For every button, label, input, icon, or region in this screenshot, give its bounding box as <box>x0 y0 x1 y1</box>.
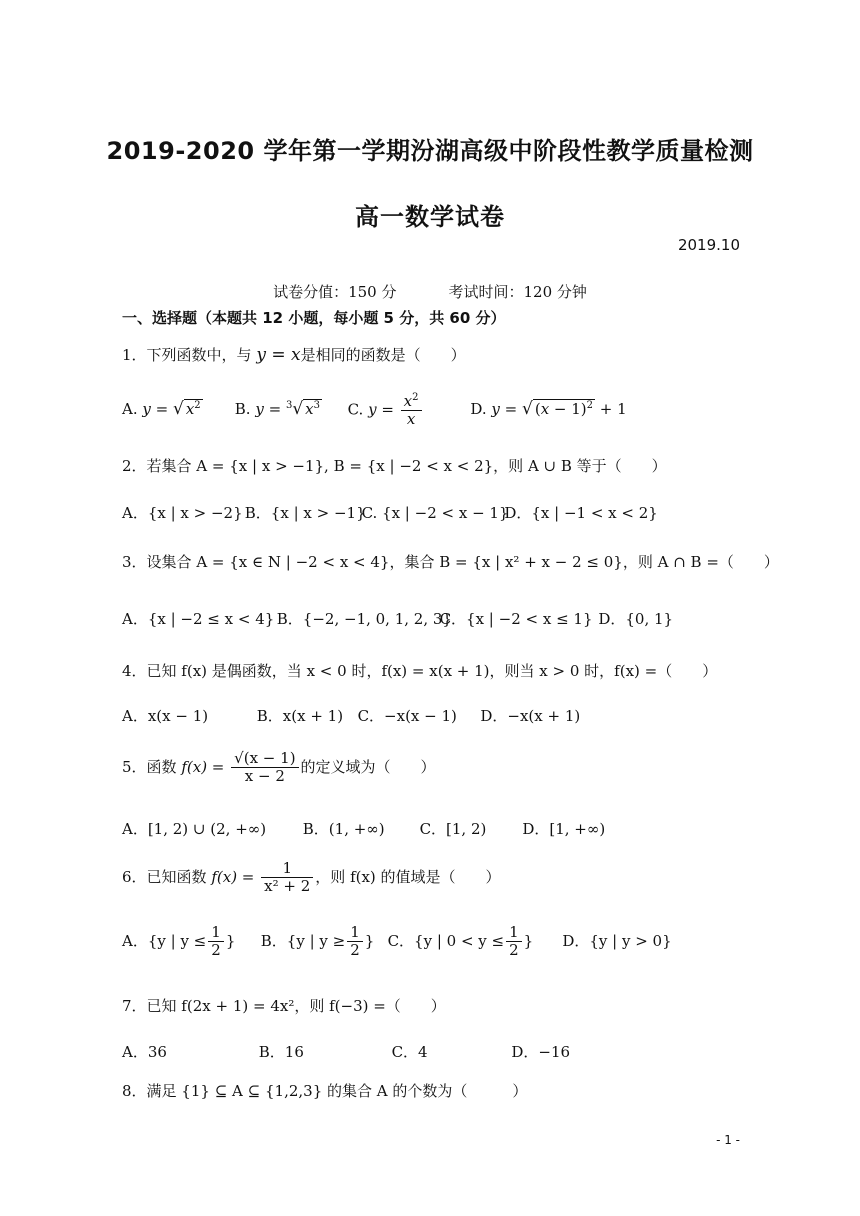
option-c: C．4 <box>391 1043 428 1061</box>
question-4: 4．已知 f(x) 是偶函数，当 x < 0 时，f(x) = x(x + 1)，则当 x > 0 时，f(x) =（ ） <box>122 662 718 680</box>
score-info: 试卷分值：150 分 <box>273 283 397 301</box>
question-3-options <box>122 608 673 629</box>
option-a: A．{x | x > −2} <box>122 504 243 522</box>
question-6-options <box>122 924 672 960</box>
option-c: C．{x | −2 < x ≤ 1} <box>439 610 593 628</box>
option-b: B．x(x + 1) <box>256 707 344 725</box>
question-text: 5．函数 <box>122 757 177 776</box>
exam-date: 2019.10 <box>677 236 740 254</box>
question-3 <box>122 551 779 572</box>
fraction-denominator: 2 <box>509 941 519 960</box>
question-1 <box>122 344 466 365</box>
question-7: 7．已知 f(2x + 1) = 4x²，则 f(−3) =（ ） <box>122 997 446 1015</box>
option-text: B．{y | y ≥ <box>260 931 346 950</box>
option-d: D．{x | −1 < x < 2} <box>504 504 658 522</box>
question-7-options <box>122 1041 570 1062</box>
option-a: A．[1, 2) ∪ (2, +∞) <box>122 820 267 838</box>
fraction-numerator: 1 <box>261 860 313 878</box>
option-b <box>261 924 383 960</box>
function-name: f(x) = <box>211 867 255 886</box>
fraction-denominator: x − 2 <box>244 767 285 786</box>
option-text: A．{y | y ≤ <box>122 931 207 950</box>
fraction-numerator: 1 <box>347 924 363 942</box>
option-label: C. <box>347 400 364 419</box>
exam-main-title: 2019-2020 学年第一学期汾湖高级中阶段性教学质量检测 <box>106 137 754 165</box>
section-heading: 一、选择题（本题共 12 小题，每小题 5 分，共 60 分） <box>122 309 506 327</box>
question-5-options <box>122 818 605 839</box>
option-c: C．[1, 2) <box>419 820 487 838</box>
option-b: B．16 <box>258 1043 304 1061</box>
question-1-options <box>122 392 627 429</box>
option-a: A．x(x − 1) <box>122 707 209 725</box>
question-text: 的定义域为（ ） <box>300 757 436 776</box>
option-d: D．[1, +∞) <box>522 820 606 838</box>
option-d: D．{0, 1} <box>598 610 674 628</box>
question-number: 3． <box>122 553 147 571</box>
fraction-denominator: 2 <box>211 941 221 960</box>
option-b: B．(1, +∞) <box>302 820 385 838</box>
option-c: C. {x | −2 < x − 1} <box>361 504 509 522</box>
option-b: B．{x | x > −1} <box>244 504 366 522</box>
option-a: A．36 <box>122 1043 167 1061</box>
question-text: 是相同的函数是（ ） <box>300 346 466 364</box>
question-5 <box>122 750 436 786</box>
question-4-options <box>122 705 580 726</box>
option-c: C. y = $\frac{x^2}{x}$ <box>348 392 466 429</box>
option-c <box>388 924 558 960</box>
question-text: 设集合 A = {x ∈ N | −2 < x < 4}，集合 B = {x | x² + x − 2 ≤ 0}，则 A ∩ B =（ ） <box>146 553 779 571</box>
question-number: 1． <box>122 346 147 364</box>
option-text: C．{y | 0 < y ≤ <box>387 931 505 950</box>
fraction-denominator: x² + 2 <box>264 877 311 896</box>
option-d: D. y = √ $(x - 1)^2 + 1$ <box>470 399 627 420</box>
fraction <box>231 750 298 786</box>
fraction-numerator: 1 <box>208 924 224 942</box>
fraction-denominator: 2 <box>350 941 360 960</box>
option-label: D. <box>470 400 487 419</box>
question-text: 6．已知函数 <box>122 867 207 886</box>
question-8: 8．满足 {1} ⊆ A ⊆ {1,2,3} 的集合 A 的个数为（ ） <box>122 1082 528 1100</box>
option-d: D．−x(x + 1) <box>480 707 581 725</box>
question-6 <box>122 860 501 896</box>
option-label: B. <box>234 400 251 419</box>
option-a: A. y = √ $x^2$ <box>122 399 201 420</box>
question-text: ，则 f(x) 的值域是（ ） <box>315 867 501 886</box>
option-a: A．{x | −2 ≤ x < 4} <box>122 610 275 628</box>
option-text: } <box>364 931 375 950</box>
option-a <box>122 924 256 960</box>
question-2-options <box>122 502 658 523</box>
fraction <box>261 860 313 896</box>
exam-info <box>0 281 860 302</box>
fraction-numerator: √(x − 1) <box>231 750 298 768</box>
option-d: D．−16 <box>511 1043 571 1061</box>
fraction-numerator: 1 <box>506 924 522 942</box>
question-2: 2．若集合 A = {x | x > −1}, B = {x | −2 < x < 2}，则 A ∪ B 等于（ ） <box>122 457 667 475</box>
exam-sub-title: 高一数学试卷 <box>355 203 505 231</box>
option-b: B. y = $^3$√ $x^3$ <box>234 399 321 420</box>
option-label: A. <box>122 400 138 419</box>
function-name: f(x) = <box>181 757 225 776</box>
math-expr: y = x <box>256 345 301 365</box>
option-c: C．−x(x − 1) <box>357 707 457 725</box>
option-text: } <box>523 931 534 950</box>
option-text: } <box>225 931 236 950</box>
option-b: B．{−2, −1, 0, 1, 2, 3} <box>276 610 452 628</box>
question-text: 下列函数中，与 <box>146 346 252 364</box>
option-d: D．{y | y > 0} <box>562 931 672 950</box>
page-number: - 1 - <box>716 1133 740 1147</box>
time-info: 考试时间：120 分钟 <box>448 283 587 301</box>
